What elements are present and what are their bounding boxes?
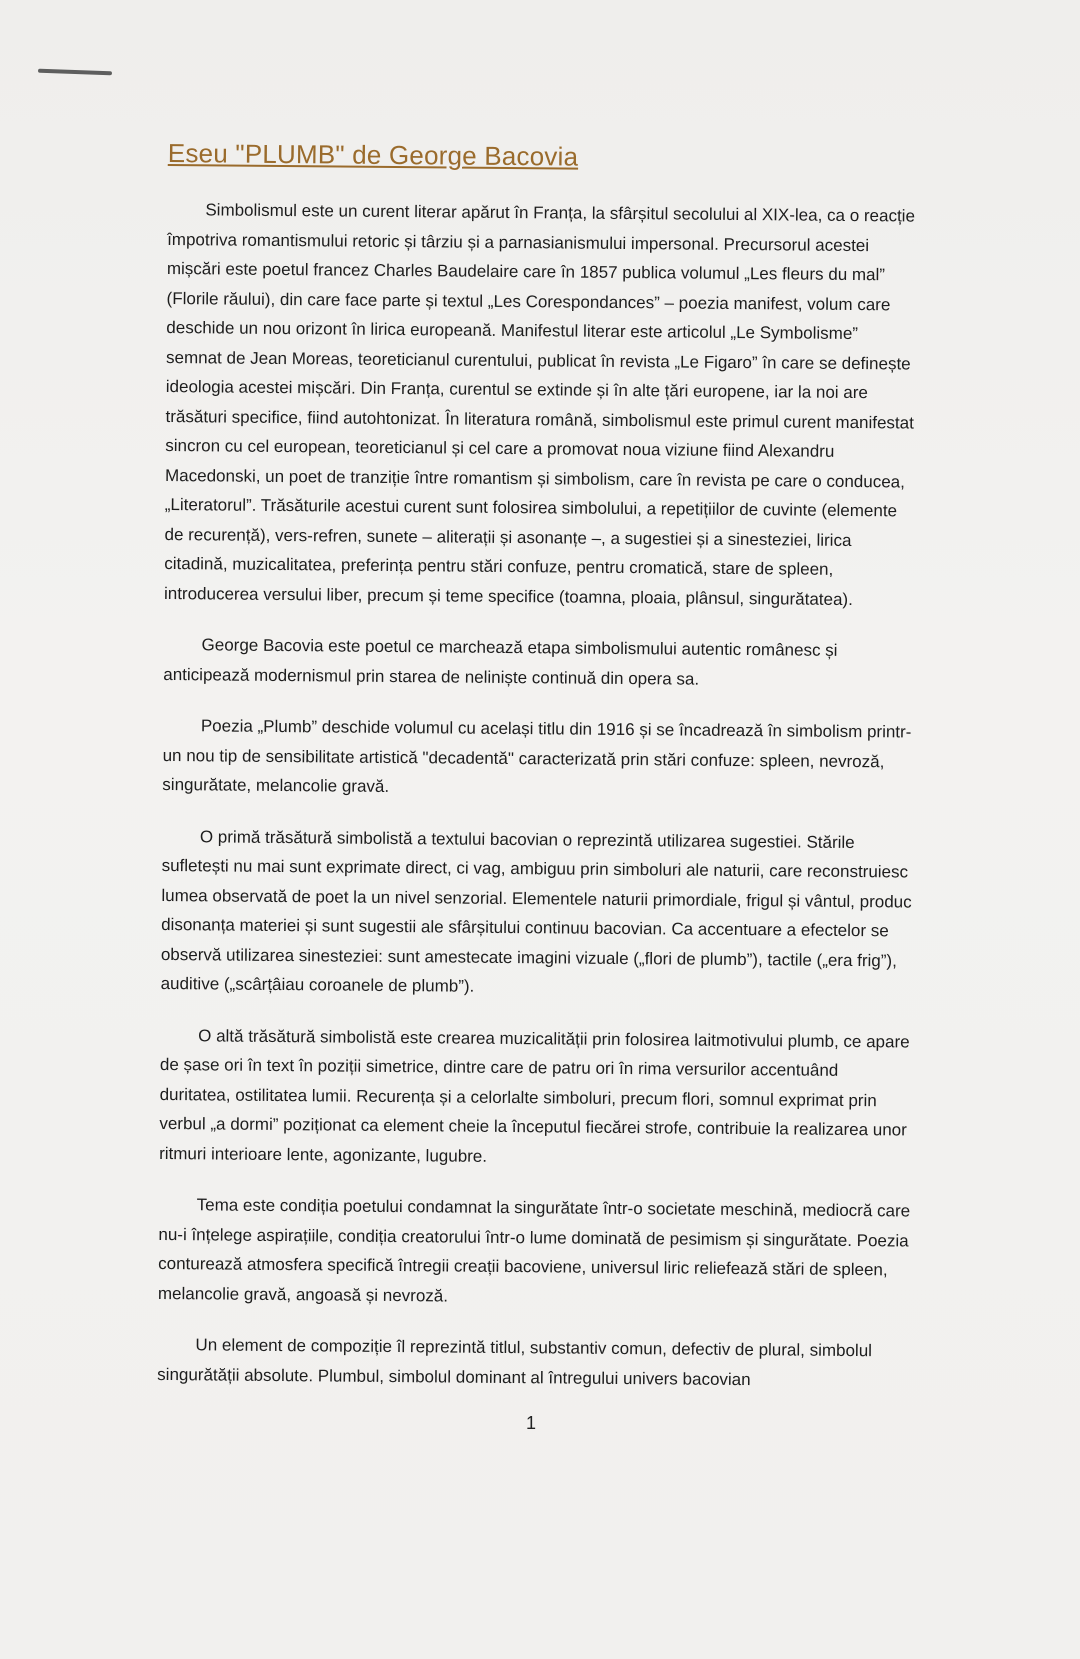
paragraph-bacovia: George Bacovia este poetul ce marchează etapa simbolismului autentic românesc și anticipează modernismul prin starea de neliniște continuă din opera sa. (163, 635, 838, 689)
paragraph-suggestion: O primă trăsătură simbolistă a textului bacovian o reprezintă utilizarea sugestiei. Stările sufletești nu mai sunt exprimate direct, ci vag, ambiguu prin simboluri ale naturii, care reconstruiesc lumea observată de poet la un nivel senzorial. Elementele naturii primordiale, frigul și vântul, produc disonanța materiei și sunt sugestii ale sfârșitului continuu bacovian. Ca accentuare a efectelor se observă utilizarea sinesteziei: sunt amestecate imagini vizuale („flori de plumb”), tactile („era frig”), auditive („scârțâiau coroanele de plumb”). (160, 826, 912, 996)
paragraph-symbolism: Simbolismul este un curent literar apărut în Franța, la sfârșitul secolului al XIX-lea, ca o reacție împotriva romantismului retoric și târziu și a parnasianismului impersonal. Precursorul acestei mișcări este poetul francez Charles Baudelaire care în 1857 publica volumul „Les fleurs du mal” (Florile răului), din care face parte și textul „Les Corespondances” – poezia manifest, volum care deschide un nou orizont în lirica europeană. Manifestul literar este articolul „Le Symbolisme” semnat de Jean Moreas, teoreticianul curentului, publicat în revista „Le Figaro” în care se definește ideologia acestei mișcări. Din Franța, curentul se extinde și în alte țări europene, iar la noi are trăsături specifice, fiind autohtonizat. În literatura română, simbolismul este primul curent manifestat sincron cu cel european, teoreticianul și cel care a promovat noua viziune fiind Alexandru Macedonski, un poet de tranziție între romantism și simbolism, care în revista pe care o conducea, „Literatorul”. Trăsăturile acestui curent sunt folosirea simbolului, a repetițiilor de cuvinte (elemente de recurență), vers-refren, sunete – aliterații și asonanțe –, a sugestiei și a sinesteziei, lirica citadină, muzicalitatea, preferința pentru stări confuze, pentru cromatică, stare de spleen, introducerea versului liber, precum și teme specifice (toamna, ploaia, plânsul, singurătatea). (163, 200, 916, 609)
paragraph-theme: Tema este condiția poetului condamnat la singurătate într-o societate meschină, mediocră care nu-i înțelege aspirațiile, condiția creatorului într-o lume dominată de pesimism și singurătate. Poezia conturează atmosfera specifică întregii creații bacoviene, universul liric reliefează stări de spleen, melancolie gravă, angoasă și nevroză. (157, 1195, 911, 1305)
essay-title: Eseu "PLUMB" de George Bacovia (167, 138, 579, 172)
paragraph-musicality: O altă trăsătură simbolistă este crearea muzicalității prin folosirea laitmotivului plumb, ce apare de șase ori în text în poziții simetrice, dintre care de patru ori în rima versurilor accentuând duritatea, ostilitatea lumii. Recurența și a celorlalte simboluri, precum flori, somnul exprimat prin verbul „a dormi” poziționat ca element cheie la începutul fiecărei strofe, contribuie la realizarea unor ritmuri interioare lente, agonizante, lugubre. (159, 1025, 910, 1166)
document-body (157, 138, 920, 1418)
page-number: 1 (526, 1413, 537, 1433)
paragraph-title-element: Un element de compoziție îl reprezintă titlul, substantiv comun, defectiv de plural, simbolul singurătății absolute. Plumbul, simbolul dominant al întregului univers bacovian (157, 1335, 873, 1389)
paragraph-plumb-volume: Poezia „Plumb” deschide volumul cu același titlu din 1916 și se încadrează în simbolism printr-un nou tip de sensibilitate artistică "decadentă" caracterizată prin stări confuze: spleen, nevroză, singurătate, melancolie gravă. (162, 716, 912, 796)
pen-mark (38, 69, 112, 76)
